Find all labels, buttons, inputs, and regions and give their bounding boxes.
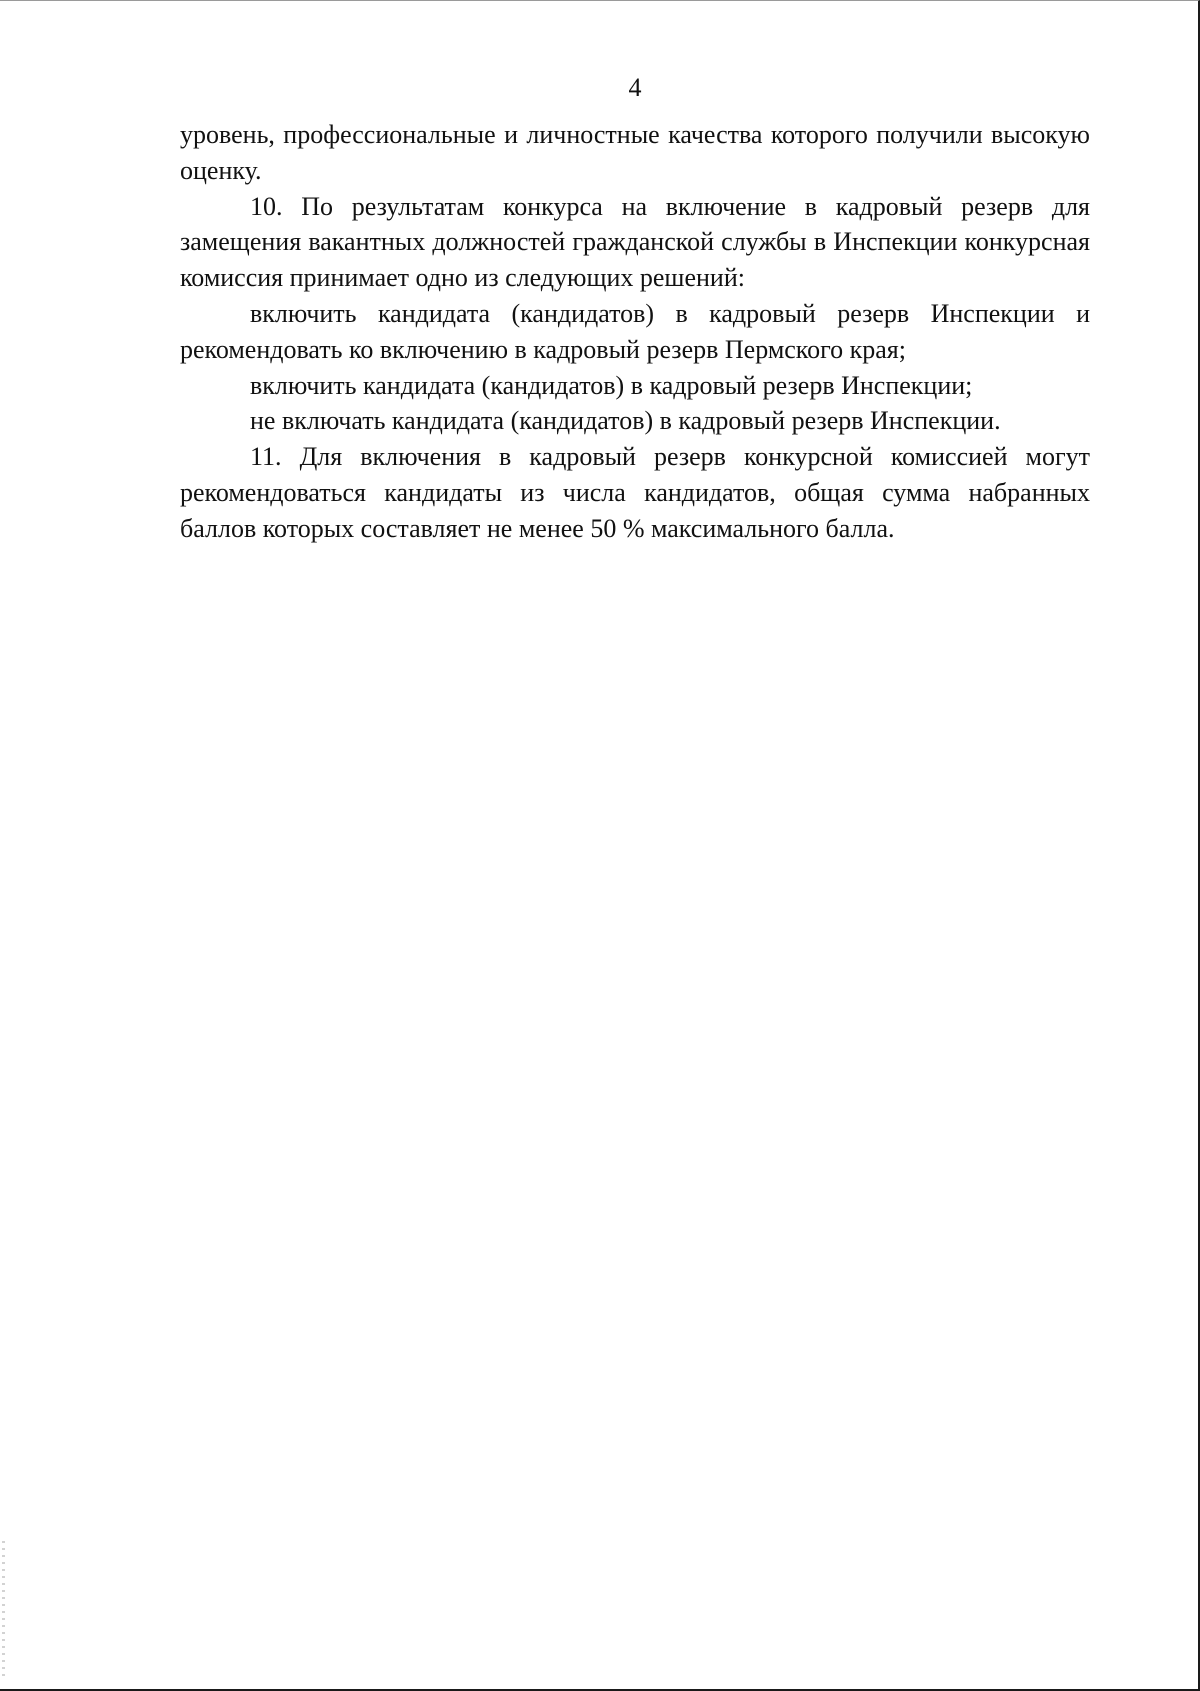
page-number: 4 [628,73,642,102]
paragraph-continuation: уровень, профессиональные и личностные качества которого получили высокую оценку. [180,120,1090,185]
paragraph-item-10: 10. По результатам конкурса на включение в кадровый резерв для замещения вакантных должностей гражданской службы в Инспекции конкурсная комиссия принимает одно из следующих решений: [180,191,1090,293]
scan-edge-mark [2,1541,5,1681]
paragraph-option-1: включить кандидата (кандидатов) в кадровый резерв Инспекции и рекомендовать ко включению в кадровый резерв Пермского края; [180,298,1090,364]
paragraph-item-11: 11. Для включения в кадровый резерв конкурсной комиссией могут рекомендоваться кандидаты из числа кандидатов, общая сумма набранных баллов которых составляет не менее 50 % максимального балла. [180,442,1090,543]
paragraph-option-3: не включать кандидата (кандидатов) в кадровый резерв Инспекции. [250,406,1001,436]
paragraph-option-2: включить кандидата (кандидатов) в кадровый резерв Инспекции; [250,370,973,400]
document-body [180,117,1090,547]
